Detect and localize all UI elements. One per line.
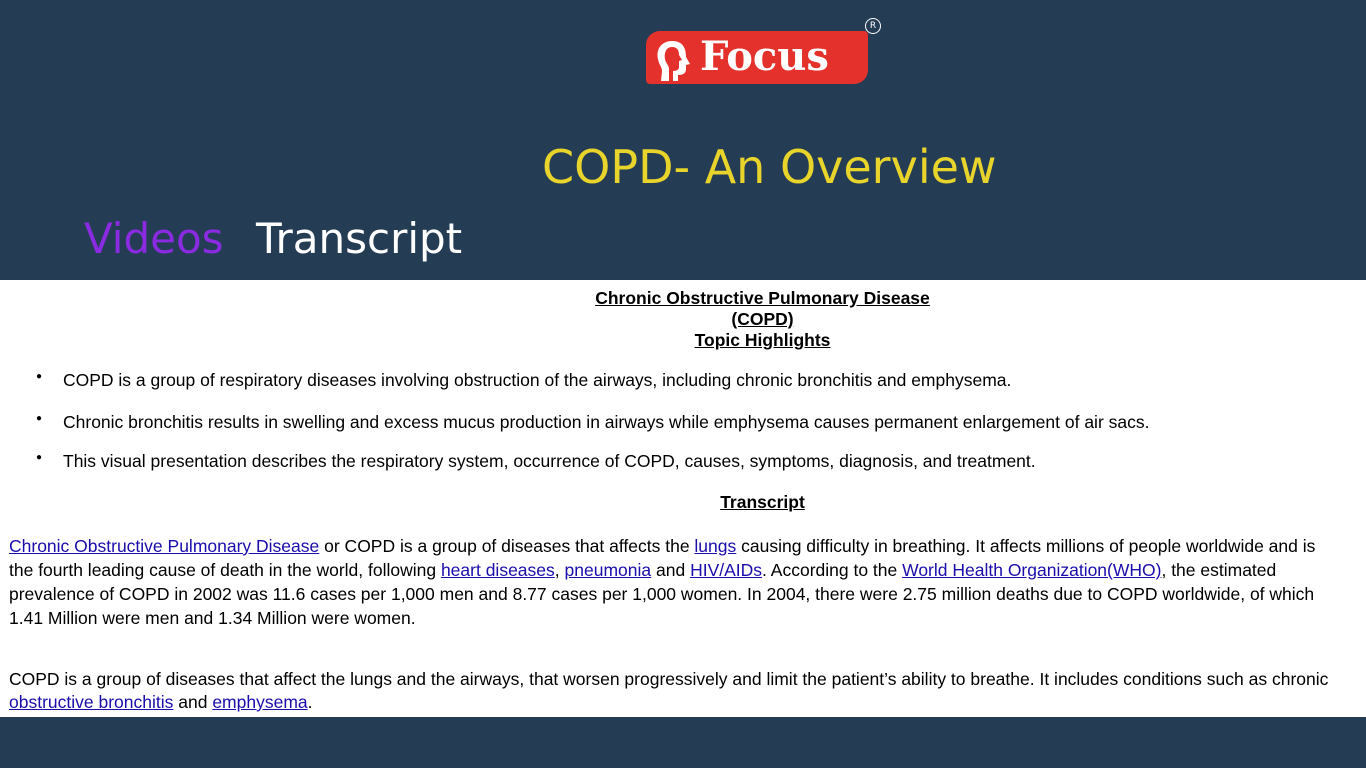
paragraph-line [9, 558, 1276, 582]
paragraph-line: prevalence of COPD in 2002 was 11.6 cases per 1,000 men and 8.77 cases per 1,000 women. In 2004, there were 2.75 million deaths due to COPD worldwide, of which [9, 584, 1315, 604]
link-pneumonia[interactable]: pneumonia [564, 560, 652, 580]
heading-line-1: Chronic Obstructive Pulmonary Disease [595, 288, 930, 308]
head-silhouette-icon [652, 37, 694, 81]
link-lungs[interactable]: lungs [694, 536, 737, 556]
paragraph-text: . [307, 692, 313, 712]
tab-transcript[interactable]: Transcript [256, 214, 463, 263]
focus-logo [646, 31, 868, 84]
paragraph-text: , the estimated [1161, 560, 1277, 580]
paragraph-text: or COPD is a group of diseases that affects the [319, 536, 695, 556]
heading-line-3: Topic Highlights [694, 330, 831, 350]
paragraph-text: and [651, 560, 691, 580]
link-obstructive-bronchitis[interactable]: obstructive bronchitis [9, 692, 174, 712]
logo-text: Focus [700, 33, 829, 80]
list-item: ● COPD is a group of respiratory diseases involving obstruction of the airways, including chronic bronchitis and emphysema. [63, 370, 1011, 391]
document-heading [0, 288, 1366, 351]
app-header [0, 0, 1366, 280]
paragraph-text: and [173, 692, 213, 712]
paragraph-text: . According to the [762, 560, 903, 580]
paragraph-line: COPD is a group of diseases that affect the lungs and the airways, that worsen progressively and limit the patient’s ability to breathe. It includes conditions such as chronic [9, 669, 1329, 689]
app-footer [0, 717, 1366, 768]
registered-mark: R [865, 18, 881, 34]
transcript-document [0, 280, 1366, 717]
link-hiv-aids[interactable]: HIV/AIDs [690, 560, 763, 580]
link-emphysema[interactable]: emphysema [212, 692, 308, 712]
tab-videos[interactable]: Videos [84, 214, 224, 263]
link-copd[interactable]: Chronic Obstructive Pulmonary Disease [9, 536, 320, 556]
paragraph-line: 1.41 Million were men and 1.34 Million were women. [9, 608, 416, 628]
page-title: COPD- An Overview [542, 140, 997, 194]
paragraph-text: the fourth leading cause of death in the world, following [9, 560, 441, 580]
transcript-heading: Transcript [720, 492, 805, 512]
link-who[interactable]: World Health Organization(WHO) [902, 560, 1162, 580]
heading-line-2: (COPD) [731, 309, 794, 329]
list-item: ● Chronic bronchitis results in swelling and excess mucus production in airways while emphysema causes permanent enlargement of air sacs. [63, 412, 1149, 433]
paragraph-line [9, 690, 313, 714]
paragraph-text: causing difficulty in breathing. It affects millions of people worldwide and is [736, 536, 1316, 556]
list-item: ● This visual presentation describes the respiratory system, occurrence of COPD, causes, symptoms, diagnosis, and treatment. [63, 451, 1036, 472]
link-heart-diseases[interactable]: heart diseases [440, 560, 555, 580]
paragraph-text: , [554, 560, 565, 580]
paragraph-line [9, 534, 1315, 558]
